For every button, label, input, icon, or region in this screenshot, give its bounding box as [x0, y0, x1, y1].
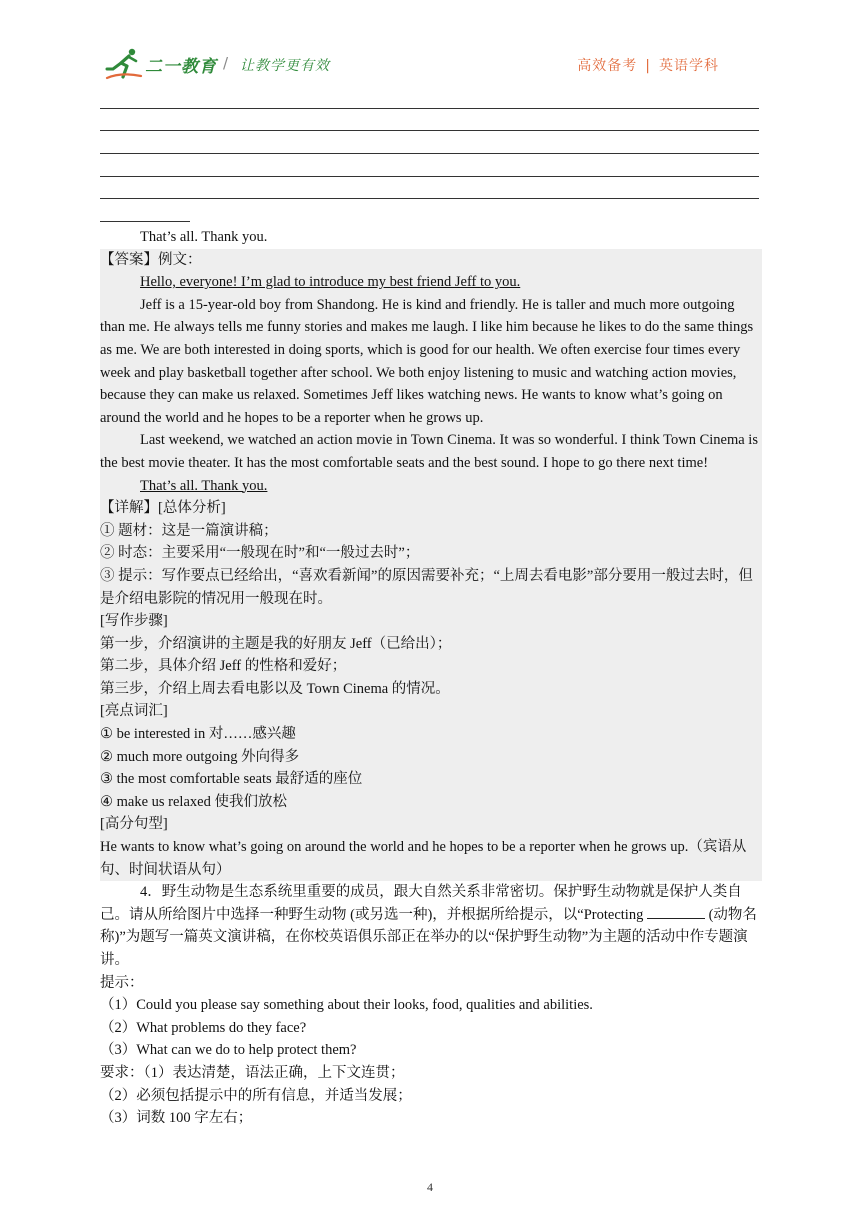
- step-item: 第二步，具体介绍 Jeff 的性格和爱好；: [100, 658, 347, 675]
- page-number: 4: [427, 1180, 433, 1194]
- essay-greeting-text: Hello, everyone! I’m glad to introduce my best friend Jeff to you.: [140, 274, 521, 291]
- essay-paragraph: Last weekend, we watched an action movie in Town Cinema. It was so wonderful. I think Town Cinema is the best movie theater. It has the most comfortable seats and the best sound. I hope to go there next time!: [100, 432, 758, 471]
- tip-item: （2）What problems do they face?: [100, 1019, 307, 1036]
- answer-blank-line: [100, 153, 759, 154]
- runner-logo-icon: [105, 47, 143, 81]
- essay-closing: [100, 475, 762, 498]
- vocab-item: ④ make us relaxed 使我们放松: [100, 793, 287, 810]
- essay-greeting: [100, 271, 762, 294]
- answer-blank-line: [100, 130, 759, 131]
- requirement-item: （2）必须包括提示中的所有信息，并适当发展；: [100, 1087, 412, 1104]
- vocab-item: ② much more outgoing 外向得多: [100, 748, 300, 765]
- animal-name-blank: [647, 906, 705, 919]
- closing-line: That’s all. Thank you.: [140, 229, 268, 245]
- question-4: [100, 881, 762, 971]
- tips-heading: 提示：: [100, 974, 144, 991]
- step-item: 第三步，介绍上周去看电影以及 Town Cinema 的情况。: [100, 680, 450, 697]
- subject-tag-left: 高效备考: [577, 58, 638, 74]
- analysis-heading: 【详解】[总体分析]: [100, 500, 226, 517]
- analysis-item: ③ 提示：写作要点已经给出，“喜欢看新闻”的原因需要补充；“上周去看电影”部分要用一般过去时，但是介绍电影院的情况用一般现在时。: [100, 567, 753, 607]
- tip-item: （3）What can we do to help protect them?: [100, 1042, 357, 1059]
- essay-paragraph: Jeff is a 15-year-old boy from Shandong. He is kind and friendly. He is taller and much more outgoing than me. He always tells me funny stories and makes me laugh. I like him because he likes to do the same things as me. We are both interested in doing sports, which is good for our health. We often exercise four times every week and play basketball together after school. We both enjoy listening to music and watching action movies, because they can make us relaxed. Sometimes Jeff likes watching news. He wants to know what’s going on around the world and he hopes to be a reporter when he grows up.: [100, 296, 754, 426]
- analysis-item: ① 题材：这是一篇演讲稿；: [100, 522, 278, 539]
- steps-heading: [写作步骤]: [100, 613, 168, 630]
- answer-block: [100, 249, 762, 882]
- question-4-text-b: (动物名称)”为题写一篇英文演讲稿，在你校英语俱乐部正在举办的以“保护野生动物”为主题的活动中作专题演讲。: [100, 906, 757, 968]
- answer-blank-line: [100, 176, 759, 177]
- answer-blank-line: [100, 198, 759, 199]
- answer-blank-line: [100, 108, 759, 109]
- vocab-item: ③ the most comfortable seats 最舒适的座位: [100, 771, 363, 788]
- subject-tag: [577, 55, 719, 75]
- sentence-item: He wants to know what’s going on around the world and he hopes to be a reporter when he grows up.（宾语从句、时间状语从句）: [100, 839, 747, 878]
- page-header: [0, 0, 860, 90]
- sentence-heading: [高分句型]: [100, 816, 168, 833]
- tip-item: （1）Could you please say something about their looks, food, qualities and abilities.: [100, 997, 593, 1014]
- answer-blank-line: [100, 221, 190, 222]
- logo: [105, 47, 217, 81]
- answer-heading: 【答案】例文：: [100, 251, 202, 268]
- step-item: 第一步，介绍演讲的主题是我的好朋友 Jeff（已给出）；: [100, 635, 452, 652]
- essay-closing-text: That’s all. Thank you.: [140, 477, 268, 494]
- question-4-text-a: 4．野生动物是生态系统里重要的成员，跟大自然关系非常密切。保护野生动物就是保护人类自己。请从所给图片中选择一种野生动物 (或另选一种)，并根据所给提示，以“Protecting: [100, 884, 742, 923]
- slogan: 让教学更有效: [240, 58, 330, 74]
- subject-tag-right: 英语学科: [659, 58, 719, 74]
- vocab-heading: [亮点词汇]: [100, 703, 168, 720]
- brand-name: 二一教育: [145, 56, 217, 77]
- requirement-item: （3）词数 100 字左右；: [100, 1110, 253, 1127]
- header-divider: /: [223, 54, 229, 72]
- document-body: [100, 226, 762, 1130]
- requirement-item: 要求：（1）表达清楚，语法正确，上下文连贯；: [100, 1064, 405, 1081]
- subject-tag-separator: |: [645, 58, 651, 74]
- analysis-item: ② 时态：主要采用“一般现在时”和“一般过去时”；: [100, 545, 420, 562]
- vocab-item: ① be interested in 对……感兴趣: [100, 726, 296, 743]
